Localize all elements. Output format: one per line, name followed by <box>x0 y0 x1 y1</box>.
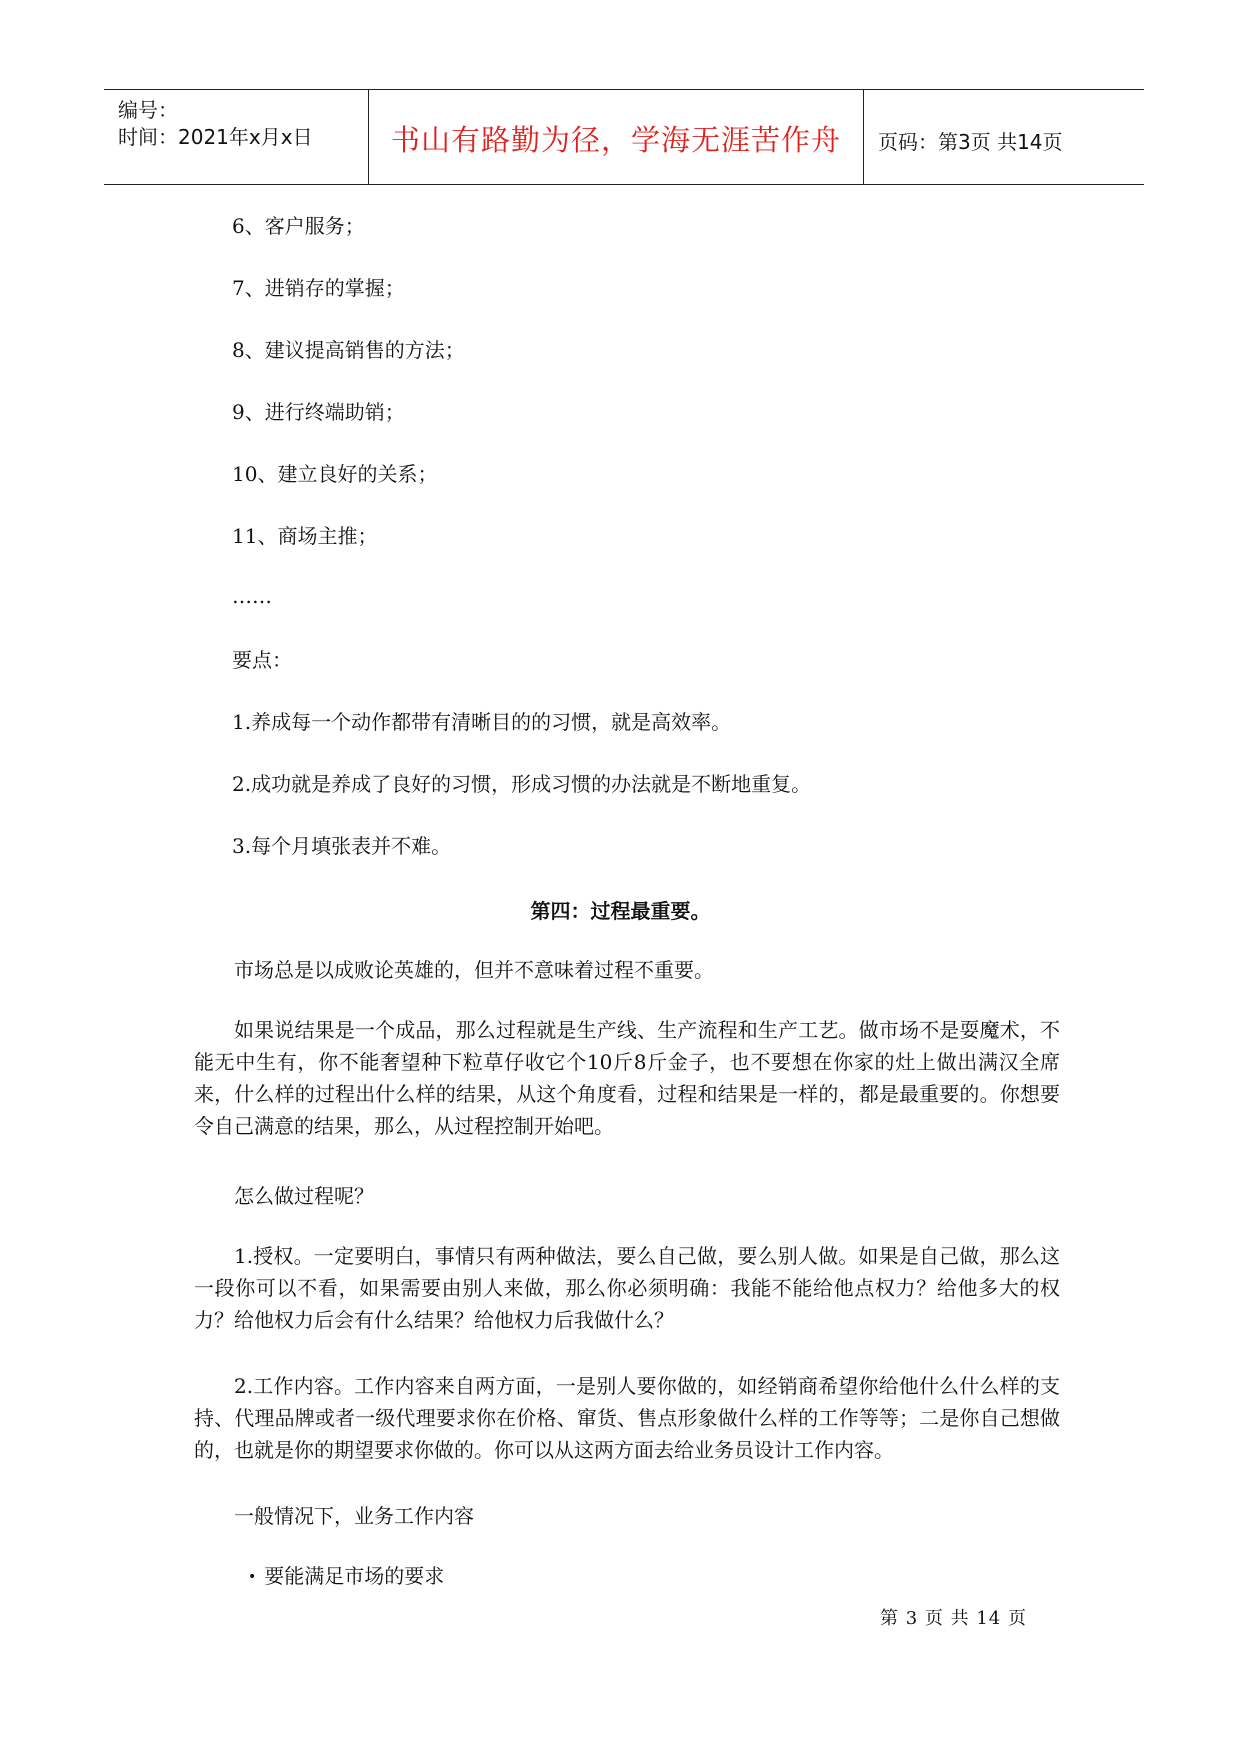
document-time-label: 时间：2021年x月x日 <box>118 125 313 149</box>
header-motto-cell <box>368 90 864 184</box>
header-page-code: 页码：第3页 共14页 <box>878 130 1063 154</box>
section-heading: 第四：过程最重要。 <box>530 899 711 923</box>
list-item: 6、客户服务； <box>232 214 365 238</box>
key-point: 1.养成每一个动作都带有清晰目的的习惯，就是高效率。 <box>232 710 732 734</box>
paragraph: 2.工作内容。工作内容来自两方面，一是别人要你做的，如经销商希望你给他什么什么样的支持、代理品牌或者一级代理要求你在价格、窜货、售点形象做什么样的工作等等；二是你自己想做的，也就是你的期望要求你做的。你可以从这两方面去给业务员设计工作内容。 <box>194 1374 1060 1462</box>
list-item: 11、商场主推； <box>232 524 378 548</box>
key-point: 2.成功就是养成了良好的习惯，形成习惯的办法就是不断地重复。 <box>232 772 812 796</box>
list-item: 8、建议提高销售的方法； <box>232 338 465 362</box>
paragraph: 一般情况下，业务工作内容 <box>234 1504 474 1528</box>
document-number-label: 编号： <box>118 98 178 122</box>
header-info-cell <box>104 90 368 184</box>
list-item: 7、进销存的掌握； <box>232 276 405 300</box>
header-motto: 书山有路勤为径，学海无涯苦作舟 <box>390 123 841 157</box>
paragraph: 如果说结果是一个成品，那么过程就是生产线、生产流程和生产工艺。做市场不是耍魔术，不能无中生有，你不能奢望种下粒草仔收它个10斤8斤金子，也不要想在你家的灶上做出满汉全席来，什么样的过程出什么样的结果，从这个角度看，过程和结果是一样的，都是最重要的。你想要令自己满意的结果，那么，从过程控制开始吧。 <box>194 1018 1060 1138</box>
bullet-item <box>248 1560 444 1589</box>
key-points-label: 要点： <box>232 648 292 672</box>
paragraph: 怎么做过程呢？ <box>234 1184 374 1208</box>
paragraph: 1.授权。一定要明白，事情只有两种做法，要么自己做，要么别人做。如果是自己做，那么这一段你可以不看，如果需要由别人来做，那么你必须明确：我能不能给他点权力？给他多大的权力？给他权力后会有什么结果？给他权力后我做什么？ <box>194 1244 1060 1332</box>
page-footer: 第 3 页 共 14 页 <box>880 1608 1027 1629</box>
list-item: 9、进行终端助销； <box>232 400 405 424</box>
list-item-ellipsis: …… <box>232 584 272 608</box>
key-point: 3.每个月填张表并不难。 <box>232 834 452 858</box>
paragraph: 市场总是以成败论英雄的，但并不意味着过程不重要。 <box>234 958 714 982</box>
header-page-cell <box>864 90 1144 184</box>
list-item: 10、建立良好的关系； <box>232 462 438 486</box>
bullet-item-text: 要能满足市场的要求 <box>264 1564 445 1588</box>
document-header <box>104 89 1144 185</box>
bullet-dot-icon: • <box>248 1569 257 1585</box>
